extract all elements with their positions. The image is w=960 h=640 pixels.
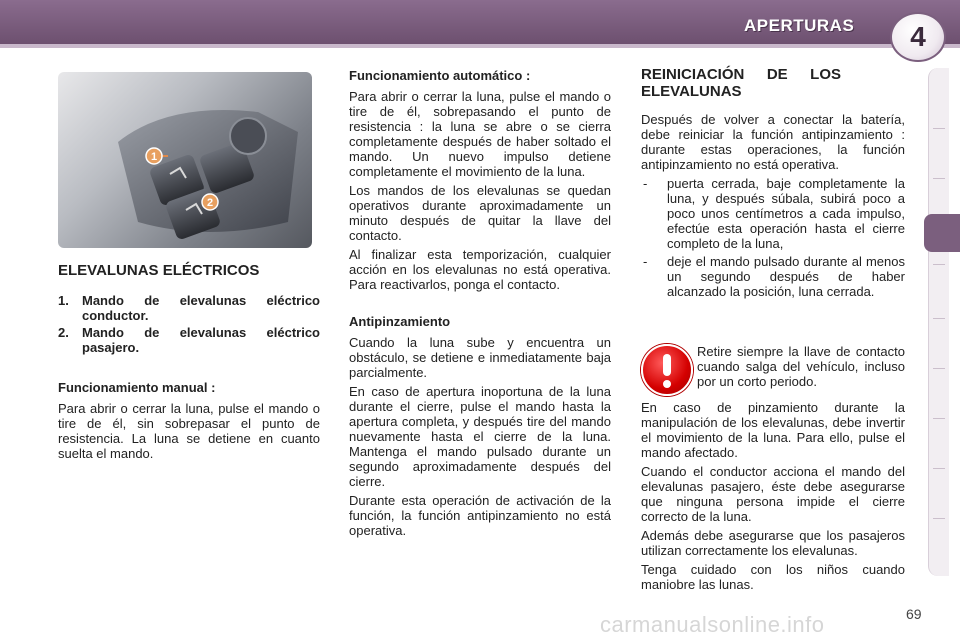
- pinch-paragraph: En caso de pinzamiento durante la manipulación de los elevalunas, debe invertir el movimiento de la luna. Para ello, pulse el mando afectado.: [641, 400, 905, 460]
- list-item-text: Mando de elevalunas eléctrico conductor.: [82, 293, 320, 323]
- warning-icon: [641, 344, 693, 396]
- watermark: carmanualsonline.info: [600, 612, 825, 637]
- tab-divider: [933, 468, 945, 469]
- chapter-title: APERTURAS: [744, 16, 855, 35]
- list-item-text: Mando de elevalunas eléctrico pasajero.: [82, 325, 320, 355]
- auto-operation-paragraph-1: Para abrir o cerrar la luna, pulse el mando o tire de él, sobrepasando el punto de resistencia : la luna se abre o se cierra completamente después de haber soltado el mando. Un nuevo impulso detiene completamente el movimiento de la luna.: [349, 89, 611, 179]
- antipinch-paragraph-1: Cuando la luna sube y encuentra un obstáculo, se detiene e inmediatamente baja parcialmente.: [349, 335, 611, 380]
- callout-1-label: 1: [150, 151, 158, 163]
- manual-operation-title: Funcionamiento manual :: [58, 380, 216, 395]
- manual-operation-text: Para abrir o cerrar la luna, pulse el mando o tire de él, sin sobrepasar el punto de resistencia. La luna se detiene en cuanto suelta el mando.: [58, 401, 320, 461]
- reset-steps: [641, 176, 905, 299]
- antipinch-title: Antipinzamiento: [349, 314, 451, 329]
- list-item-number: 2.: [58, 325, 69, 340]
- list-item: [641, 254, 905, 299]
- window-switch-photo: [58, 72, 312, 248]
- tab-divider: [933, 418, 945, 419]
- list-item-dash: -: [643, 176, 648, 191]
- auto-operation-title: Funcionamiento automático :: [349, 68, 531, 83]
- tab-divider: [933, 178, 945, 179]
- tab-divider: [933, 128, 945, 129]
- callout-2-label: 2: [206, 197, 214, 209]
- left-column: [58, 262, 320, 357]
- section-title-reset: REINICIACIÓN DE LOS ELEVALUNAS: [641, 66, 841, 100]
- driver-paragraph: Cuando el conductor acciona el mando del elevalunas pasajero, éste debe asegurarse que ninguna persona impide el cierre correcto de la luna.: [641, 464, 905, 524]
- numbered-list: [58, 293, 320, 355]
- warning-text: Retire siempre la llave de contacto cuando salga del vehículo, incluso por un corto periodo.: [697, 344, 905, 389]
- active-chapter-tab: [924, 214, 960, 252]
- list-item-text: puerta cerrada, baje completamente la luna, y después súbala, subirá poco a poco unos centímetros a cada impulso, efectúe esta operación hasta el cierre completo de la luna,: [667, 176, 905, 251]
- list-item: [641, 176, 905, 251]
- tab-divider: [933, 518, 945, 519]
- antipinch-paragraph-2: En caso de apertura inoportuna de la luna durante el cierre, pulse el mando hasta la apertura completa, y después tire del mando nuevamente hasta el cierre de la luna. Mantenga el mando pulsado durante un segundo aproximadamente después del cierre.: [349, 384, 611, 489]
- list-item: [58, 325, 320, 355]
- passengers-paragraph: Además debe asegurarse que los pasajeros utilizan correctamente los elevalunas.: [641, 528, 905, 558]
- list-item-dash: -: [643, 254, 648, 269]
- antipinch-paragraph-3: Durante esta operación de activación de la función, la función antipinzamiento no está operativa.: [349, 493, 611, 538]
- chapter-number-badge: 4: [890, 12, 946, 62]
- list-item-text: deje el mando pulsado durante al menos un segundo después de haber alcanzado la posición, luna cerrada.: [667, 254, 905, 299]
- tab-divider: [933, 318, 945, 319]
- header-stripe: [0, 44, 960, 48]
- right-column-body: [641, 400, 905, 596]
- section-title-elevalunas: ELEVALUNAS ELÉCTRICOS: [58, 262, 260, 279]
- reset-intro: Después de volver a conectar la batería, debe reiniciar la función antipinzamiento : durante estas operaciones, la función antipinzamiento no está operativa.: [641, 112, 905, 172]
- warning-note: [697, 344, 905, 393]
- manual-operation-block: [58, 380, 320, 465]
- right-column-reset: [641, 66, 905, 302]
- auto-operation-paragraph-2: Los mandos de los elevalunas se quedan operativos durante aproximadamente un minuto después de quitar la llave del contacto.: [349, 183, 611, 243]
- list-item-number: 1.: [58, 293, 69, 308]
- tab-divider: [933, 368, 945, 369]
- middle-column-antipinch: [349, 314, 611, 542]
- tab-divider: [933, 264, 945, 265]
- auto-operation-paragraph-3: Al finalizar esta temporización, cualquier acción en los elevalunas no está operativa. Para reactivarlos, ponga el contacto.: [349, 247, 611, 292]
- middle-column-auto: [349, 68, 611, 296]
- list-item: [58, 293, 320, 323]
- children-paragraph: Tenga cuidado con los niños cuando maniobre las lunas.: [641, 562, 905, 592]
- page-number: 69: [906, 606, 922, 622]
- chapter-tabs: [928, 68, 949, 576]
